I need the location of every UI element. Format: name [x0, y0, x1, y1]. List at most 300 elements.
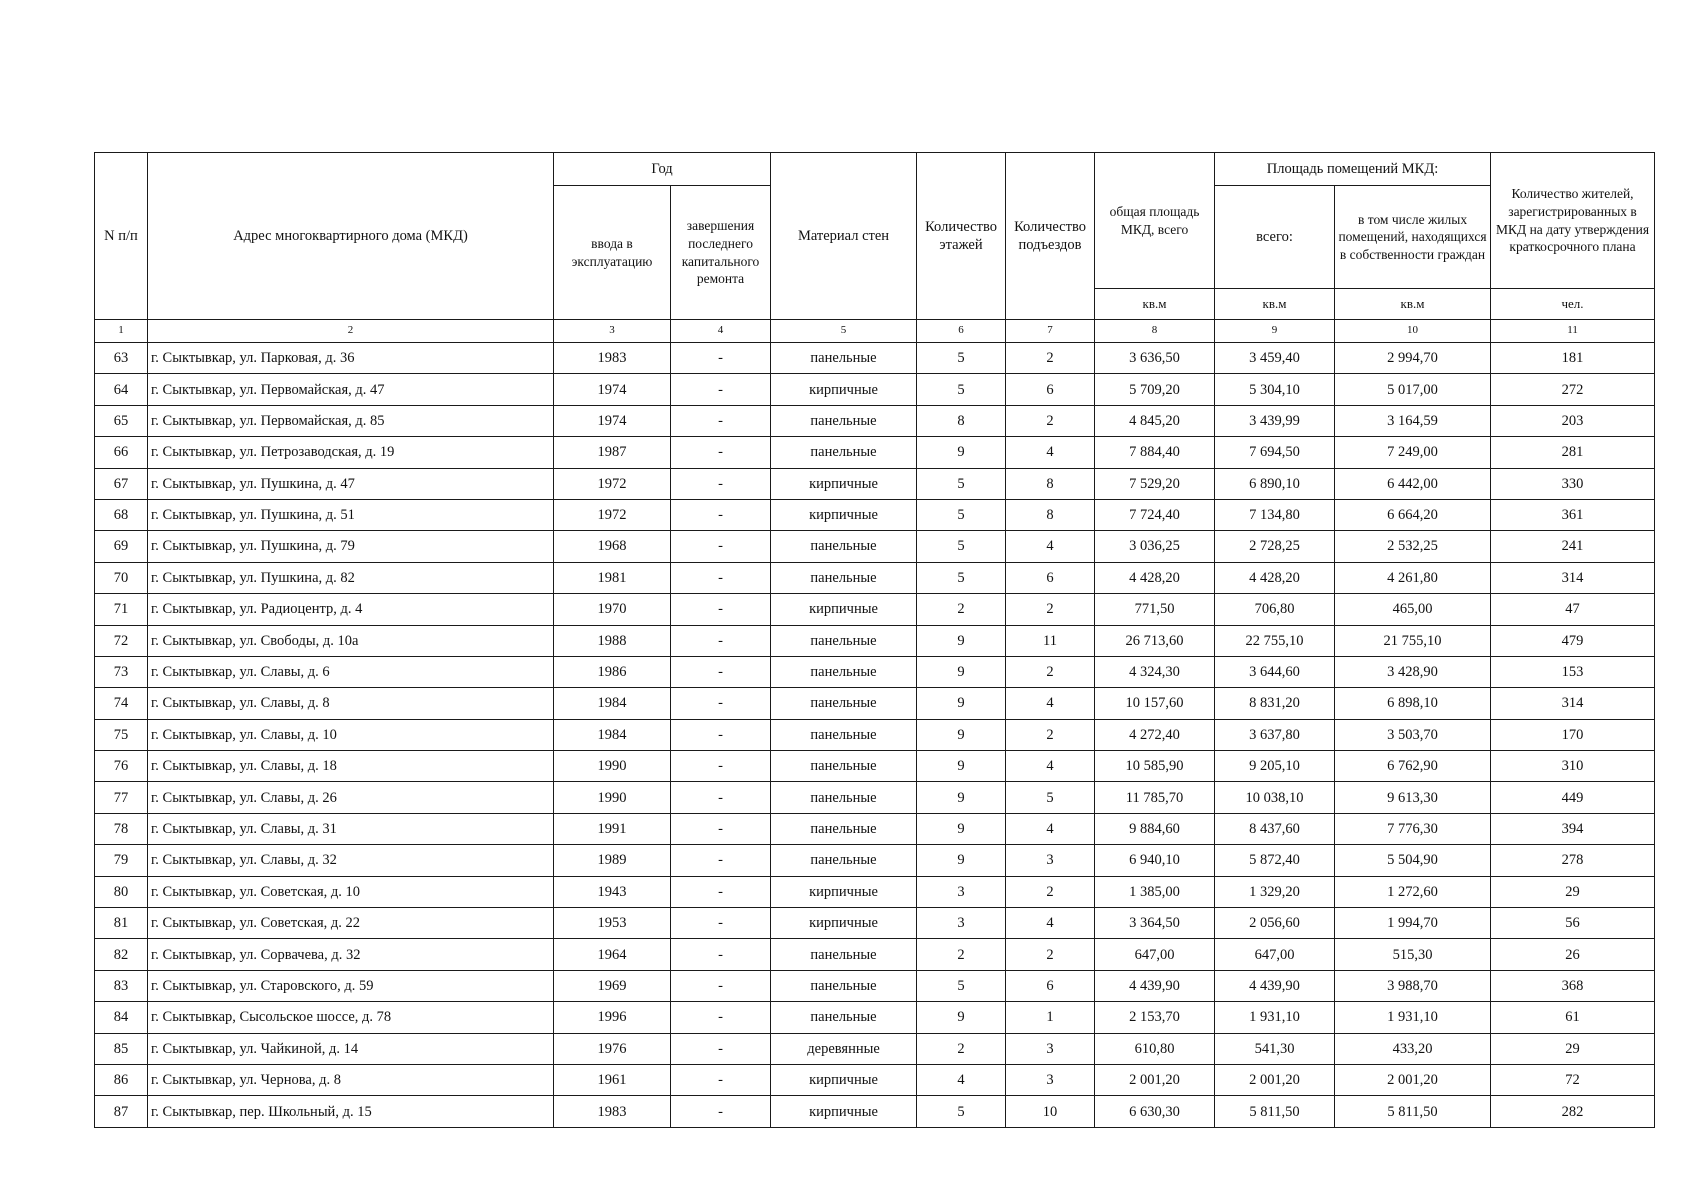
residents-cell: 361 — [1491, 499, 1655, 530]
wall-material-cell: кирпичные — [771, 908, 917, 939]
table-row — [95, 1064, 1655, 1095]
wall-material-cell: панельные — [771, 1002, 917, 1033]
premises-private-cell: 9 613,30 — [1335, 782, 1491, 813]
year-repair-cell: - — [671, 1002, 771, 1033]
table-row — [95, 1033, 1655, 1064]
premises-private-cell: 1 931,10 — [1335, 1002, 1491, 1033]
premises-private-cell: 6 664,20 — [1335, 499, 1491, 530]
row-number-cell: 83 — [95, 970, 148, 1001]
wall-material-cell: панельные — [771, 751, 917, 782]
total-area-cell: 4 272,40 — [1095, 719, 1215, 750]
premises-private-cell: 1 994,70 — [1335, 908, 1491, 939]
wall-material-cell: панельные — [771, 405, 917, 436]
year-repair-cell: - — [671, 782, 771, 813]
column-number: 9 — [1215, 320, 1335, 343]
address-cell: г. Сыктывкар, Сысольское шоссе, д. 78 — [148, 1002, 554, 1033]
residents-cell: 449 — [1491, 782, 1655, 813]
entrances-cell: 2 — [1006, 594, 1095, 625]
header-address: Адрес многоквартирного дома (МКД) — [148, 153, 554, 320]
residents-cell: 330 — [1491, 468, 1655, 499]
total-area-cell: 2 001,20 — [1095, 1064, 1215, 1095]
floors-cell: 9 — [917, 656, 1006, 687]
entrances-cell: 4 — [1006, 908, 1095, 939]
column-number-row — [95, 320, 1655, 343]
wall-material-cell: кирпичные — [771, 468, 917, 499]
total-area-cell: 6 630,30 — [1095, 1096, 1215, 1127]
row-number-cell: 79 — [95, 845, 148, 876]
premises-total-cell: 5 304,10 — [1215, 374, 1335, 405]
entrances-cell: 6 — [1006, 562, 1095, 593]
floors-cell: 9 — [917, 688, 1006, 719]
entrances-cell: 2 — [1006, 719, 1095, 750]
premises-total-cell: 541,30 — [1215, 1033, 1335, 1064]
residents-cell: 281 — [1491, 437, 1655, 468]
row-number-cell: 70 — [95, 562, 148, 593]
year-commission-cell: 1974 — [554, 374, 671, 405]
floors-cell: 5 — [917, 562, 1006, 593]
row-number-cell: 78 — [95, 813, 148, 844]
premises-private-cell: 3 164,59 — [1335, 405, 1491, 436]
year-repair-cell: - — [671, 813, 771, 844]
table-row — [95, 1096, 1655, 1127]
year-repair-cell: - — [671, 468, 771, 499]
address-cell: г. Сыктывкар, ул. Чернова, д. 8 — [148, 1064, 554, 1095]
residents-cell: 282 — [1491, 1096, 1655, 1127]
table-body — [95, 343, 1655, 1128]
wall-material-cell: панельные — [771, 782, 917, 813]
residents-cell: 314 — [1491, 688, 1655, 719]
residents-cell: 203 — [1491, 405, 1655, 436]
column-number: 7 — [1006, 320, 1095, 343]
premises-private-cell: 7 249,00 — [1335, 437, 1491, 468]
premises-private-cell: 4 261,80 — [1335, 562, 1491, 593]
premises-total-cell: 5 872,40 — [1215, 845, 1335, 876]
column-number: 3 — [554, 320, 671, 343]
floors-cell: 9 — [917, 813, 1006, 844]
year-repair-cell: - — [671, 751, 771, 782]
premises-total-cell: 8 831,20 — [1215, 688, 1335, 719]
entrances-cell: 6 — [1006, 374, 1095, 405]
wall-material-cell: панельные — [771, 562, 917, 593]
wall-material-cell: панельные — [771, 688, 917, 719]
row-number-cell: 76 — [95, 751, 148, 782]
header-premises-total: всего: — [1215, 186, 1335, 289]
premises-private-cell: 2 532,25 — [1335, 531, 1491, 562]
unit-total-area: кв.м — [1095, 289, 1215, 320]
premises-total-cell: 706,80 — [1215, 594, 1335, 625]
year-commission-cell: 1986 — [554, 656, 671, 687]
address-cell: г. Сыктывкар, ул. Сорвачева, д. 32 — [148, 939, 554, 970]
floors-cell: 8 — [917, 405, 1006, 436]
floors-cell: 2 — [917, 594, 1006, 625]
entrances-cell: 8 — [1006, 468, 1095, 499]
premises-private-cell: 465,00 — [1335, 594, 1491, 625]
year-commission-cell: 1988 — [554, 625, 671, 656]
address-cell: г. Сыктывкар, ул. Радиоцентр, д. 4 — [148, 594, 554, 625]
premises-total-cell: 3 637,80 — [1215, 719, 1335, 750]
address-cell: г. Сыктывкар, ул. Пушкина, д. 82 — [148, 562, 554, 593]
year-commission-cell: 1953 — [554, 908, 671, 939]
year-commission-cell: 1990 — [554, 751, 671, 782]
floors-cell: 2 — [917, 939, 1006, 970]
residents-cell: 170 — [1491, 719, 1655, 750]
table-row — [95, 782, 1655, 813]
wall-material-cell: кирпичные — [771, 876, 917, 907]
total-area-cell: 610,80 — [1095, 1033, 1215, 1064]
table-row — [95, 562, 1655, 593]
premises-total-cell: 2 728,25 — [1215, 531, 1335, 562]
column-number: 5 — [771, 320, 917, 343]
table-row — [95, 908, 1655, 939]
entrances-cell: 5 — [1006, 782, 1095, 813]
entrances-cell: 3 — [1006, 845, 1095, 876]
premises-private-cell: 433,20 — [1335, 1033, 1491, 1064]
header-entrances: Количество подъездов — [1006, 153, 1095, 320]
entrances-cell: 2 — [1006, 343, 1095, 374]
entrances-cell: 4 — [1006, 813, 1095, 844]
wall-material-cell: кирпичные — [771, 1096, 917, 1127]
floors-cell: 9 — [917, 719, 1006, 750]
row-number-cell: 84 — [95, 1002, 148, 1033]
address-cell: г. Сыктывкар, ул. Славы, д. 31 — [148, 813, 554, 844]
column-number: 8 — [1095, 320, 1215, 343]
year-commission-cell: 1996 — [554, 1002, 671, 1033]
table-row — [95, 437, 1655, 468]
year-repair-cell: - — [671, 845, 771, 876]
premises-total-cell: 7 694,50 — [1215, 437, 1335, 468]
table-row — [95, 405, 1655, 436]
column-number: 6 — [917, 320, 1006, 343]
year-commission-cell: 1974 — [554, 405, 671, 436]
table-row — [95, 970, 1655, 1001]
total-area-cell: 2 153,70 — [1095, 1002, 1215, 1033]
wall-material-cell: кирпичные — [771, 1064, 917, 1095]
row-number-cell: 66 — [95, 437, 148, 468]
address-cell: г. Сыктывкар, ул. Свободы, д. 10а — [148, 625, 554, 656]
floors-cell: 9 — [917, 782, 1006, 813]
row-number-cell: 82 — [95, 939, 148, 970]
address-cell: г. Сыктывкар, ул. Советская, д. 10 — [148, 876, 554, 907]
premises-total-cell: 8 437,60 — [1215, 813, 1335, 844]
floors-cell: 9 — [917, 1002, 1006, 1033]
row-number-cell: 72 — [95, 625, 148, 656]
year-commission-cell: 1984 — [554, 719, 671, 750]
residents-cell: 29 — [1491, 876, 1655, 907]
total-area-cell: 6 940,10 — [1095, 845, 1215, 876]
row-number-cell: 87 — [95, 1096, 148, 1127]
total-area-cell: 3 364,50 — [1095, 908, 1215, 939]
wall-material-cell: панельные — [771, 845, 917, 876]
entrances-cell: 11 — [1006, 625, 1095, 656]
wall-material-cell: кирпичные — [771, 594, 917, 625]
total-area-cell: 26 713,60 — [1095, 625, 1215, 656]
floors-cell: 5 — [917, 374, 1006, 405]
year-repair-cell: - — [671, 499, 771, 530]
residents-cell: 61 — [1491, 1002, 1655, 1033]
year-repair-cell: - — [671, 876, 771, 907]
header-year-repair: завершения последнего капитального ремонта — [671, 186, 771, 320]
residents-cell: 72 — [1491, 1064, 1655, 1095]
row-number-cell: 64 — [95, 374, 148, 405]
row-number-cell: 71 — [95, 594, 148, 625]
address-cell: г. Сыктывкар, ул. Славы, д. 26 — [148, 782, 554, 813]
premises-total-cell: 3 459,40 — [1215, 343, 1335, 374]
total-area-cell: 4 428,20 — [1095, 562, 1215, 593]
premises-total-cell: 7 134,80 — [1215, 499, 1335, 530]
header-number: N п/п — [95, 153, 148, 320]
table-row — [95, 499, 1655, 530]
table-row — [95, 845, 1655, 876]
unit-premises-total: кв.м — [1215, 289, 1335, 320]
wall-material-cell: панельные — [771, 531, 917, 562]
residents-cell: 310 — [1491, 751, 1655, 782]
year-commission-cell: 1983 — [554, 343, 671, 374]
entrances-cell: 4 — [1006, 437, 1095, 468]
entrances-cell: 6 — [1006, 970, 1095, 1001]
column-number: 2 — [148, 320, 554, 343]
header-premises-private: в том числе жилых помещений, находящихся в собственности граждан — [1335, 186, 1491, 289]
entrances-cell: 2 — [1006, 876, 1095, 907]
year-repair-cell: - — [671, 970, 771, 1001]
total-area-cell: 11 785,70 — [1095, 782, 1215, 813]
entrances-cell: 2 — [1006, 939, 1095, 970]
residents-cell: 394 — [1491, 813, 1655, 844]
unit-premises-private: кв.м — [1335, 289, 1491, 320]
table-row — [95, 468, 1655, 499]
row-number-cell: 74 — [95, 688, 148, 719]
year-repair-cell: - — [671, 1096, 771, 1127]
wall-material-cell: кирпичные — [771, 374, 917, 405]
year-commission-cell: 1990 — [554, 782, 671, 813]
premises-private-cell: 3 988,70 — [1335, 970, 1491, 1001]
premises-total-cell: 4 439,90 — [1215, 970, 1335, 1001]
residents-cell: 47 — [1491, 594, 1655, 625]
premises-total-cell: 2 056,60 — [1215, 908, 1335, 939]
residents-cell: 314 — [1491, 562, 1655, 593]
header-year-group: Год — [554, 153, 771, 186]
floors-cell: 5 — [917, 531, 1006, 562]
row-number-cell: 77 — [95, 782, 148, 813]
wall-material-cell: панельные — [771, 970, 917, 1001]
premises-private-cell: 7 776,30 — [1335, 813, 1491, 844]
entrances-cell: 8 — [1006, 499, 1095, 530]
year-commission-cell: 1969 — [554, 970, 671, 1001]
year-repair-cell: - — [671, 908, 771, 939]
year-repair-cell: - — [671, 405, 771, 436]
year-commission-cell: 1972 — [554, 468, 671, 499]
header-year-commission: ввода в эксплуатацию — [554, 186, 671, 320]
premises-total-cell: 4 428,20 — [1215, 562, 1335, 593]
total-area-cell: 4 439,90 — [1095, 970, 1215, 1001]
address-cell: г. Сыктывкар, ул. Славы, д. 10 — [148, 719, 554, 750]
total-area-cell: 647,00 — [1095, 939, 1215, 970]
row-number-cell: 67 — [95, 468, 148, 499]
year-commission-cell: 1968 — [554, 531, 671, 562]
header-premises-group: Площадь помещений МКД: — [1215, 153, 1491, 186]
row-number-cell: 69 — [95, 531, 148, 562]
residents-cell: 153 — [1491, 656, 1655, 687]
table-row — [95, 719, 1655, 750]
column-number: 4 — [671, 320, 771, 343]
premises-private-cell: 3 503,70 — [1335, 719, 1491, 750]
row-number-cell: 85 — [95, 1033, 148, 1064]
wall-material-cell: панельные — [771, 939, 917, 970]
year-commission-cell: 1991 — [554, 813, 671, 844]
floors-cell: 3 — [917, 908, 1006, 939]
year-repair-cell: - — [671, 374, 771, 405]
row-number-cell: 65 — [95, 405, 148, 436]
premises-total-cell: 1 931,10 — [1215, 1002, 1335, 1033]
year-repair-cell: - — [671, 719, 771, 750]
premises-private-cell: 1 272,60 — [1335, 876, 1491, 907]
entrances-cell: 2 — [1006, 656, 1095, 687]
premises-private-cell: 2 994,70 — [1335, 343, 1491, 374]
column-number: 11 — [1491, 320, 1655, 343]
premises-total-cell: 3 439,99 — [1215, 405, 1335, 436]
premises-total-cell: 1 329,20 — [1215, 876, 1335, 907]
premises-total-cell: 22 755,10 — [1215, 625, 1335, 656]
table-row — [95, 751, 1655, 782]
total-area-cell: 1 385,00 — [1095, 876, 1215, 907]
address-cell: г. Сыктывкар, ул. Славы, д. 6 — [148, 656, 554, 687]
floors-cell: 5 — [917, 499, 1006, 530]
year-commission-cell: 1976 — [554, 1033, 671, 1064]
row-number-cell: 73 — [95, 656, 148, 687]
table-row — [95, 656, 1655, 687]
year-repair-cell: - — [671, 1033, 771, 1064]
residents-cell: 479 — [1491, 625, 1655, 656]
table-row — [95, 1002, 1655, 1033]
unit-residents: чел. — [1491, 289, 1655, 320]
total-area-cell: 9 884,60 — [1095, 813, 1215, 844]
header-floors: Количество этажей — [917, 153, 1006, 320]
year-commission-cell: 1989 — [554, 845, 671, 876]
address-cell: г. Сыктывкар, ул. Старовского, д. 59 — [148, 970, 554, 1001]
year-commission-cell: 1972 — [554, 499, 671, 530]
table-row — [95, 594, 1655, 625]
total-area-cell: 4 845,20 — [1095, 405, 1215, 436]
address-cell: г. Сыктывкар, ул. Славы, д. 32 — [148, 845, 554, 876]
total-area-cell: 7 529,20 — [1095, 468, 1215, 499]
wall-material-cell: панельные — [771, 343, 917, 374]
entrances-cell: 2 — [1006, 405, 1095, 436]
year-repair-cell: - — [671, 594, 771, 625]
year-repair-cell: - — [671, 343, 771, 374]
address-cell: г. Сыктывкар, ул. Первомайская, д. 47 — [148, 374, 554, 405]
year-commission-cell: 1981 — [554, 562, 671, 593]
row-number-cell: 86 — [95, 1064, 148, 1095]
header-total-area: общая площадь МКД, всего — [1095, 153, 1215, 289]
year-commission-cell: 1964 — [554, 939, 671, 970]
address-cell: г. Сыктывкар, ул. Пушкина, д. 79 — [148, 531, 554, 562]
year-commission-cell: 1987 — [554, 437, 671, 468]
premises-private-cell: 3 428,90 — [1335, 656, 1491, 687]
table-row — [95, 343, 1655, 374]
table-row — [95, 876, 1655, 907]
premises-total-cell: 9 205,10 — [1215, 751, 1335, 782]
premises-private-cell: 515,30 — [1335, 939, 1491, 970]
total-area-cell: 3 036,25 — [1095, 531, 1215, 562]
wall-material-cell: кирпичные — [771, 499, 917, 530]
premises-private-cell: 2 001,20 — [1335, 1064, 1491, 1095]
table-row — [95, 625, 1655, 656]
row-number-cell: 81 — [95, 908, 148, 939]
residents-cell: 181 — [1491, 343, 1655, 374]
row-number-cell: 80 — [95, 876, 148, 907]
premises-private-cell: 6 442,00 — [1335, 468, 1491, 499]
total-area-cell: 7 724,40 — [1095, 499, 1215, 530]
total-area-cell: 5 709,20 — [1095, 374, 1215, 405]
residents-cell: 26 — [1491, 939, 1655, 970]
year-commission-cell: 1984 — [554, 688, 671, 719]
premises-private-cell: 6 762,90 — [1335, 751, 1491, 782]
year-repair-cell: - — [671, 939, 771, 970]
premises-total-cell: 6 890,10 — [1215, 468, 1335, 499]
address-cell: г. Сыктывкар, ул. Чайкиной, д. 14 — [148, 1033, 554, 1064]
table-row — [95, 813, 1655, 844]
year-repair-cell: - — [671, 562, 771, 593]
total-area-cell: 10 157,60 — [1095, 688, 1215, 719]
entrances-cell: 3 — [1006, 1064, 1095, 1095]
wall-material-cell: деревянные — [771, 1033, 917, 1064]
total-area-cell: 10 585,90 — [1095, 751, 1215, 782]
premises-total-cell: 2 001,20 — [1215, 1064, 1335, 1095]
residents-cell: 278 — [1491, 845, 1655, 876]
total-area-cell: 4 324,30 — [1095, 656, 1215, 687]
wall-material-cell: панельные — [771, 437, 917, 468]
floors-cell: 2 — [917, 1033, 1006, 1064]
year-repair-cell: - — [671, 437, 771, 468]
floors-cell: 3 — [917, 876, 1006, 907]
year-repair-cell: - — [671, 531, 771, 562]
entrances-cell: 10 — [1006, 1096, 1095, 1127]
year-repair-cell: - — [671, 656, 771, 687]
table-row — [95, 939, 1655, 970]
year-repair-cell: - — [671, 1064, 771, 1095]
header-residents: Количество жителей, зарегистрированных в МКД на дату утверждения краткосрочного плана — [1491, 153, 1655, 289]
housing-table — [94, 152, 1655, 1128]
year-repair-cell: - — [671, 688, 771, 719]
address-cell: г. Сыктывкар, ул. Славы, д. 8 — [148, 688, 554, 719]
residents-cell: 272 — [1491, 374, 1655, 405]
premises-total-cell: 5 811,50 — [1215, 1096, 1335, 1127]
entrances-cell: 3 — [1006, 1033, 1095, 1064]
premises-total-cell: 10 038,10 — [1215, 782, 1335, 813]
floors-cell: 9 — [917, 625, 1006, 656]
row-number-cell: 75 — [95, 719, 148, 750]
address-cell: г. Сыктывкар, ул. Петрозаводская, д. 19 — [148, 437, 554, 468]
entrances-cell: 1 — [1006, 1002, 1095, 1033]
column-number: 1 — [95, 320, 148, 343]
premises-private-cell: 6 898,10 — [1335, 688, 1491, 719]
total-area-cell: 771,50 — [1095, 594, 1215, 625]
floors-cell: 5 — [917, 1096, 1006, 1127]
table-row — [95, 374, 1655, 405]
premises-private-cell: 5 811,50 — [1335, 1096, 1491, 1127]
entrances-cell: 4 — [1006, 688, 1095, 719]
header-wall-material: Материал стен — [771, 153, 917, 320]
address-cell: г. Сыктывкар, пер. Школьный, д. 15 — [148, 1096, 554, 1127]
table-row — [95, 531, 1655, 562]
year-commission-cell: 1970 — [554, 594, 671, 625]
floors-cell: 4 — [917, 1064, 1006, 1095]
year-commission-cell: 1943 — [554, 876, 671, 907]
premises-private-cell: 21 755,10 — [1335, 625, 1491, 656]
entrances-cell: 4 — [1006, 751, 1095, 782]
column-number: 10 — [1335, 320, 1491, 343]
residents-cell: 368 — [1491, 970, 1655, 1001]
residents-cell: 29 — [1491, 1033, 1655, 1064]
